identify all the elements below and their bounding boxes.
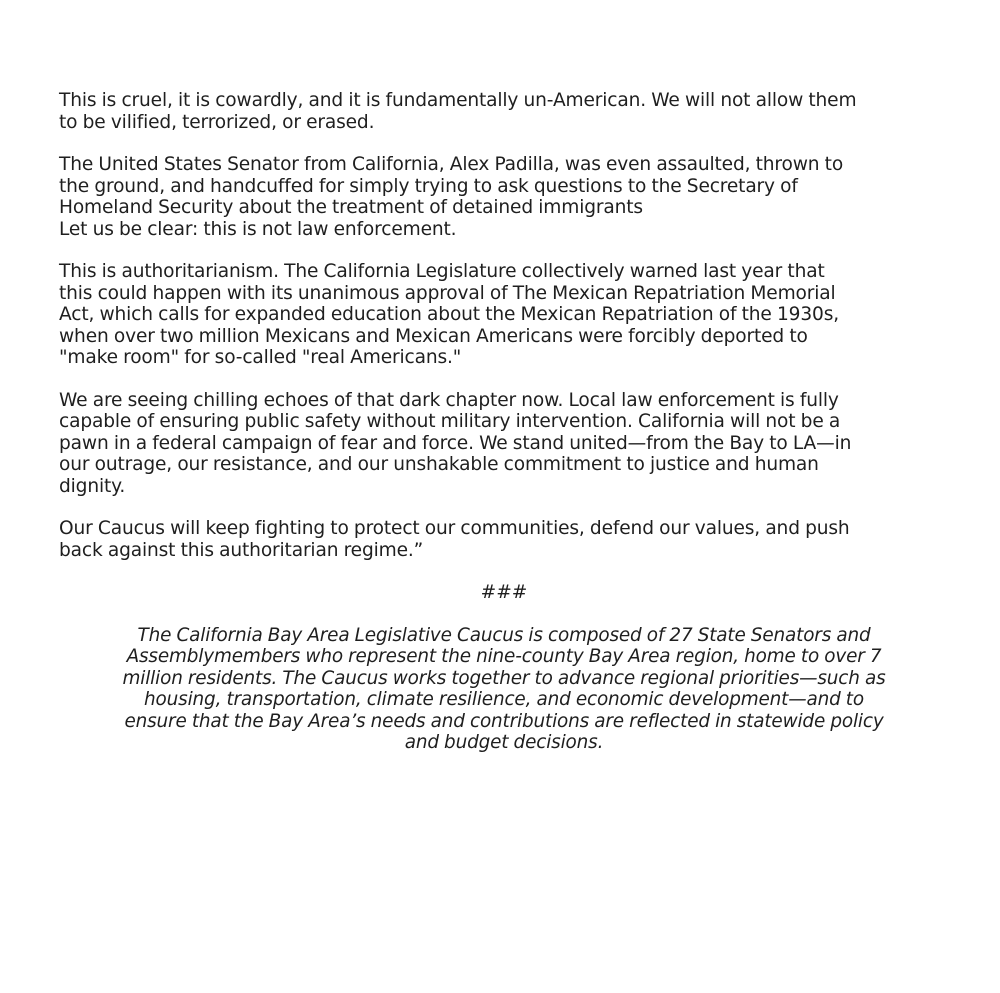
press-release-body	[59, 90, 949, 754]
statement-paragraph	[59, 518, 949, 561]
about-caucus-boilerplate	[59, 625, 949, 755]
text-line: dignity.	[59, 475, 126, 497]
text-line: our outrage, our resistance, and our unshakable commitment to justice and human	[59, 454, 819, 475]
statement-paragraph	[59, 390, 949, 498]
text-line: ensure that the Bay Area’s needs and contributions are reflected in statewide policy	[124, 710, 884, 732]
text-line: We are seeing chilling echoes of that dark chapter now. Local law enforcement is fully	[59, 389, 839, 411]
text-line: The California Bay Area Legislative Caucus is composed of 27 State Senators and	[137, 624, 871, 646]
text-line: housing, transportation, climate resilience, and economic development—and to	[144, 689, 864, 711]
text-line: The United States Senator from California, Alex Padilla, was even assaulted, thrown to	[59, 154, 844, 175]
text-line: This is authoritarianism. The California Legislature collectively warned last year that	[59, 261, 825, 282]
section-separator: ###	[480, 582, 528, 603]
text-line: to be vilified, terrorized, or erased.	[59, 111, 375, 133]
text-line: this could happen with its unanimous approval of The Mexican Repatriation Memorial	[59, 282, 836, 304]
text-line: "make room" for so-called "real Americans."	[59, 347, 462, 368]
text-line: million residents. The Caucus works together to advance regional priorities—such as	[122, 667, 886, 689]
text-line: when over two million Mexicans and Mexican Americans were forcibly deported to	[59, 325, 808, 347]
text-line: and budget decisions.	[404, 732, 604, 754]
text-line: Homeland Security about the treatment of detained immigrants	[59, 197, 643, 218]
text-line: the ground, and handcuffed for simply trying to ask questions to the Secretary of	[59, 175, 798, 197]
text-line: Our Caucus will keep fighting to protect our communities, defend our values, and push	[59, 518, 850, 539]
text-line: Let us be clear: this is not law enforcement.	[59, 218, 457, 240]
text-line: pawn in a federal campaign of fear and force. We stand united—from the Bay to LA—in	[59, 432, 852, 454]
statement-paragraph	[59, 261, 949, 369]
text-line: Assemblymembers who represent the nine-county Bay Area region, home to over 7	[126, 646, 882, 668]
text-line: Act, which calls for expanded education about the Mexican Repatriation of the 1930s,	[59, 304, 839, 325]
statement-paragraph	[59, 154, 949, 240]
statement-paragraph	[59, 90, 949, 133]
text-line: back against this authoritarian regime.”	[59, 539, 424, 561]
text-line: capable of ensuring public safety without military intervention. California will not be a	[59, 411, 841, 432]
text-line: This is cruel, it is cowardly, and it is fundamentally un-American. We will not allow them	[59, 90, 857, 111]
